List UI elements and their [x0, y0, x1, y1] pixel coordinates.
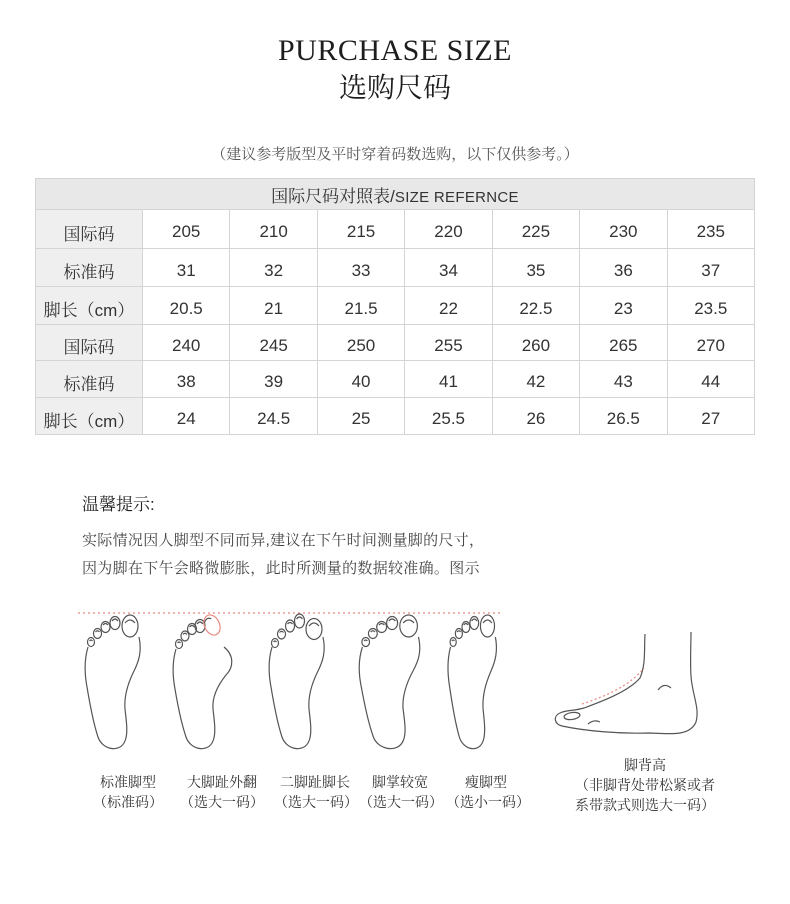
table-cell: 34 [405, 249, 492, 287]
foot-high-instep-icon [555, 632, 697, 734]
page-title-cn: 选购尺码 [338, 72, 451, 103]
table-cell: 255 [405, 325, 492, 361]
table-cell: 25 [317, 398, 404, 435]
foot-type-name: 瘦脚型 [465, 774, 507, 790]
page-title-en: PURCHASE SIZE [277, 34, 513, 67]
table-caption-en: SIZE REFERNCE [394, 188, 519, 206]
table-cell: 250 [317, 325, 404, 361]
table-cell: 22.5 [492, 287, 579, 325]
table-cell: 39 [230, 361, 317, 398]
table-cell: 22 [405, 287, 492, 325]
table-cell: 23.5 [667, 287, 754, 325]
table-cell: 270 [667, 325, 754, 361]
table-cell: 41 [405, 361, 492, 398]
table-cell: 32 [230, 249, 317, 287]
table-caption-cn: 国际尺码对照表/ [271, 186, 395, 206]
instep-advice: 系带款式则选大一码） [575, 797, 715, 813]
tips-line: 因为脚在下午会略微膨胀，此时所测量的数据较准确。图示 [82, 560, 480, 577]
table-cell: 235 [667, 210, 754, 249]
table-cell: 43 [580, 361, 667, 398]
foot-slim-icon [448, 615, 496, 749]
table-cell: 44 [667, 361, 754, 398]
instep-name: 脚背高 [624, 757, 666, 773]
table-cell: 26.5 [580, 398, 667, 435]
table-cell: 21.5 [317, 287, 404, 325]
table-cell: 40 [317, 361, 404, 398]
foot-standard-icon [85, 615, 140, 749]
table-cell: 260 [492, 325, 579, 361]
instep-guide-line [582, 668, 644, 704]
table-cell: 33 [317, 249, 404, 287]
table-cell: 37 [667, 249, 754, 287]
table-cell: 205 [143, 210, 230, 249]
table-cell: 21 [230, 287, 317, 325]
table-cell: 20.5 [143, 287, 230, 325]
table-cell: 210 [230, 210, 317, 249]
table-cell: 215 [317, 210, 404, 249]
table-cell: 25.5 [405, 398, 492, 435]
row-label: 国际码 [36, 325, 143, 361]
foot-bunion-icon [173, 612, 232, 748]
table-cell: 24 [143, 398, 230, 435]
table-cell: 35 [492, 249, 579, 287]
foot-type-name: 脚掌较宽 [372, 774, 428, 790]
table-cell: 240 [143, 325, 230, 361]
foot-long-second-toe-icon [269, 614, 324, 749]
row-label: 脚长（cm） [36, 287, 143, 325]
foot-type-advice: （选大一码） [274, 794, 358, 810]
tips-title: 温馨提示: [82, 495, 155, 514]
row-label: 标准码 [36, 249, 143, 287]
table-cell: 265 [580, 325, 667, 361]
tips-line: 实际情况因人脚型不同而异,建议在下午时间测量脚的尺寸， [82, 532, 485, 549]
table-cell: 31 [143, 249, 230, 287]
instep-advice: （非脚背处带松紧或者 [575, 777, 715, 793]
foot-type-name: 二脚趾脚长 [280, 774, 350, 790]
table-cell: 220 [405, 210, 492, 249]
foot-type-name: 大脚趾外翻 [187, 774, 257, 790]
foot-type-advice: （选大一码） [359, 794, 443, 810]
table-cell: 24.5 [230, 398, 317, 435]
table-cell: 42 [492, 361, 579, 398]
foot-type-advice: （选大一码） [180, 794, 264, 810]
table-cell: 36 [580, 249, 667, 287]
table-cell: 225 [492, 210, 579, 249]
table-cell: 230 [580, 210, 667, 249]
table-cell: 38 [143, 361, 230, 398]
foot-type-advice: （选小一码） [446, 794, 530, 810]
table-cell: 27 [667, 398, 754, 435]
foot-type-name: 标准脚型 [100, 774, 156, 790]
table-cell: 26 [492, 398, 579, 435]
foot-wide-icon [359, 615, 420, 749]
row-label: 脚长（cm） [36, 398, 143, 435]
table-cell: 245 [230, 325, 317, 361]
purchase-note: （建议参考版型及平时穿着码数选购，以下仅供参考。） [211, 146, 579, 163]
row-label: 标准码 [36, 361, 143, 398]
foot-type-advice: （标准码） [93, 794, 163, 810]
table-cell: 23 [580, 287, 667, 325]
row-label: 国际码 [36, 210, 143, 249]
